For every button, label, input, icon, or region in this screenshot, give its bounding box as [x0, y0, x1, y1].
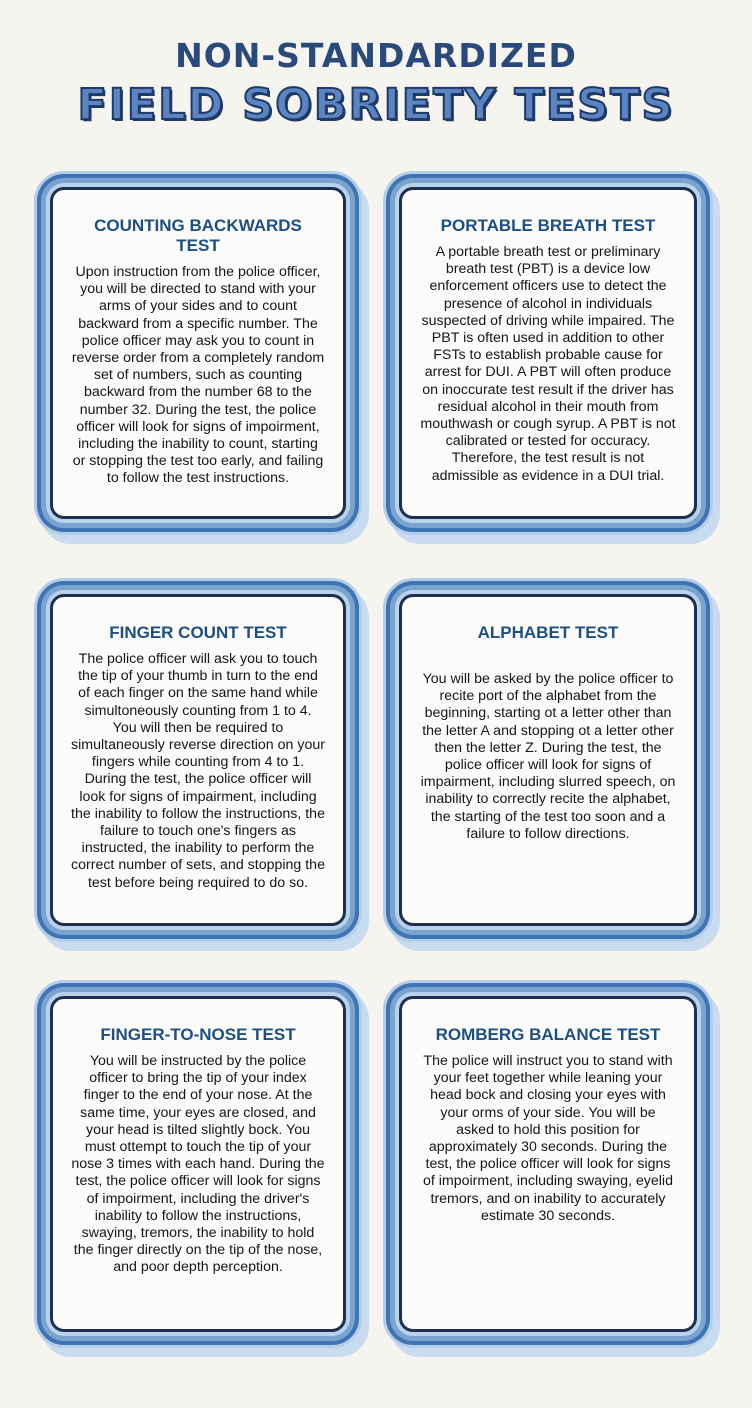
- card-finger-to-nose: [50, 996, 346, 1332]
- card-title: ROMBERG BALANCE TEST: [435, 1025, 661, 1044]
- page-title-line-2: FIELD SOBRIETY TESTS: [77, 80, 675, 130]
- card-body: A portable breath test or preliminary breath test (PBT) is a device low enforcement officers use to detect the presence of alcohol in individuals suspected of driving while impaired. The PBT is often used in addition to other FSTs to establish probable cause for arrest for DUI. A PBT will often produce on inoccurate test result if the driver has residual alcohol in their mouth from mouthwash or cough syrup. A PBT is not calibrated or tested for occuracy. Therefore, the test result is not admissible as evidence in a DUI trial.: [420, 244, 676, 484]
- card-body: The police will instruct you to stand with your feet together while leaning your head bock and closing your eyes with your orms of your side. You will be asked to hold this position for approximately 30 seconds. During the test, the police officer will look for signs of impoirment, including swaying, eyelid tremors, and on inability to accurately estimate 30 seconds.: [423, 1053, 673, 1224]
- card-body: You will be asked by the police officer to recite port of the alphabet from the beginning, starting ot a letter other than the letter A and stopping ot a letter other then the letter Z. During the test, the police officer will look for signs of impairment, including slurred speech, on inability to correctly recite the alphabet, the starting of the test too soon and a failure to follow directions.: [420, 671, 676, 842]
- card-title: FINGER-TO-NOSE TEST: [100, 1025, 296, 1044]
- card-title: FINGER COUNT TEST: [109, 623, 287, 642]
- page-title-line-1: NON-STANDARDIZED: [175, 36, 577, 75]
- card-body: Upon instruction from the police officer, you will be directed to stand with your arms of your sides and to count backward from a specific number. The police officer may ask you to count in reverse order from a completely random set of numbers, such as counting backward from the number 68 to the number 32. During the test, the police officer will look for signs of impoirment, including the inability to count, starting or stopping the test too early, and failing to follow the test instructions.: [71, 264, 325, 487]
- card-alphabet: [399, 594, 697, 926]
- card-body: You will be instructed by the police officer to bring the tip of your index finger to the end of your nose. At the same time, your eyes are closed, and your head is tilted slightly bock. You must ottempt to touch the tip of your nose 3 times with each hand. During the test, the police officer will look for signs of impoirment, including the driver's inability to follow the instructions, swaying, tremors, the inability to hold the finger directly on the tip of the nose, and poor depth perception.: [71, 1053, 325, 1276]
- card-portable-breath: [399, 187, 697, 519]
- card-title: ALPHABET TEST: [477, 623, 619, 642]
- card-title: PORTABLE BREATH TEST: [440, 216, 656, 235]
- card-body: The police officer will ask you to touch the tip of your thumb in turn to the end of each finger on the same hand while simultoneously counting from 1 to 4. You will then be required to simultaneously reverse direction on your fingers while counting from 4 to 1. During the test, the police officer will look for signs of impairment, including the inability to follow the instructions, the failure to touch one's fingers as instructed, the inability to perform the correct number of sets, and stopping the test before being required to do so.: [71, 651, 325, 891]
- card-title: COUNTING BACKWARDS TEST: [94, 216, 302, 255]
- card-romberg-balance: [399, 996, 697, 1332]
- card-finger-count: [50, 594, 346, 926]
- card-counting-backwards: [50, 187, 346, 519]
